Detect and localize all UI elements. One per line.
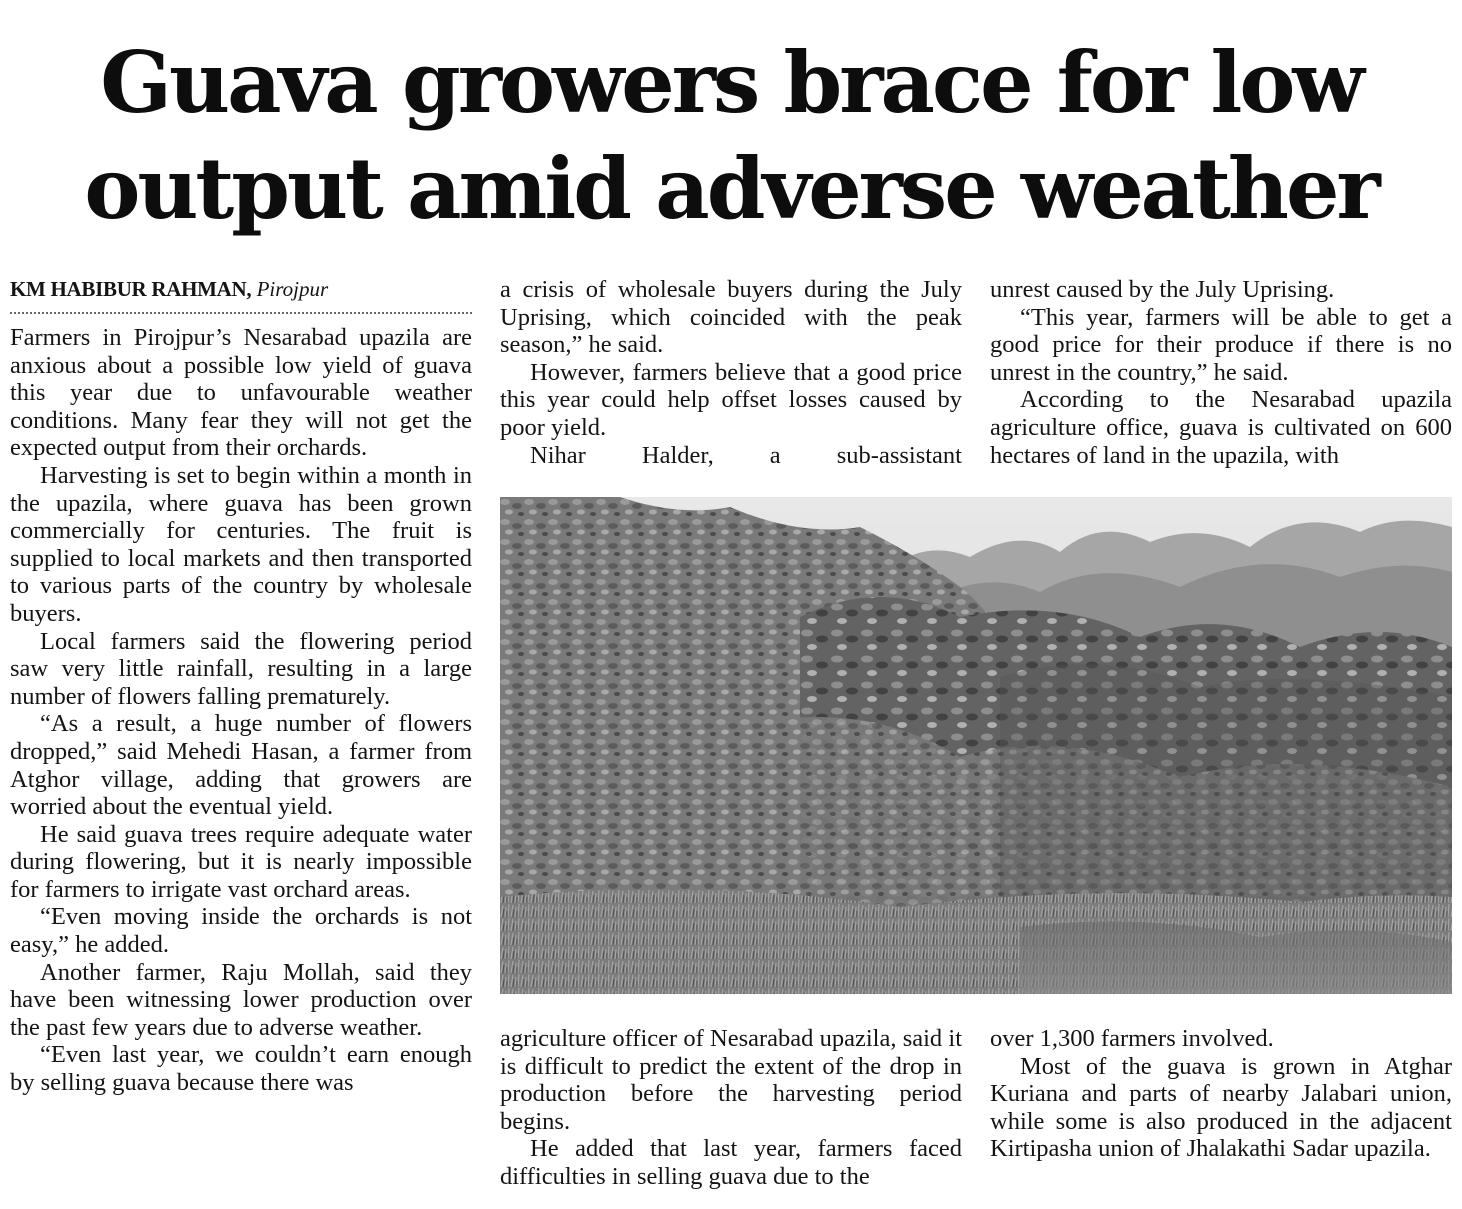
paragraph: agriculture officer of Nesarabad upazila, said it is difficult to predict the extent of the drop in production before the harvesting period begins. [500, 1025, 962, 1135]
headline [0, 30, 1462, 242]
paragraph: However, farmers believe that a good price this year could help offset losses caused by poor yield. [500, 358, 962, 441]
article-column-1 [10, 276, 472, 1097]
paragraph: He added that last year, farmers faced difficulties in selling guava due to the [500, 1135, 962, 1190]
guava-orchard-photo [500, 497, 1452, 994]
article-column-3-bottom [990, 1025, 1452, 1163]
byline-author: KM HABIBUR RAHMAN, [10, 277, 252, 301]
byline [10, 276, 472, 314]
article-column-2-top [500, 276, 962, 469]
paragraph: “This year, farmers will be able to get a good price for their produce if there is no unrest in the country,” he said. [990, 303, 1452, 386]
paragraph: According to the Nesarabad upazila agriculture office, guava is cultivated on 600 hectares of land in the upazila, with [990, 386, 1452, 469]
paragraph: Most of the guava is grown in Atghar Kuriana and parts of nearby Jalabari union, while some is also produced in the adjacent Kirtipasha union of Jhalakathi Sadar upazila. [990, 1052, 1452, 1163]
paragraph: a crisis of wholesale buyers during the July Uprising, which coincided with the peak season,” he said. [500, 276, 962, 359]
article-column-2-bottom [500, 1025, 962, 1191]
headline-line-2: output amid adverse weather [84, 139, 1378, 238]
headline-line-1: Guava growers brace for low [100, 33, 1362, 132]
paragraph: unrest caused by the July Uprising. [990, 276, 1335, 303]
article-column-3-top [990, 276, 1452, 469]
paragraph: “As a result, a huge number of flowers dropped,” said Mehedi Hasan, a farmer from Atghor village, adding that growers are worried about the eventual yield. [10, 710, 472, 821]
paragraph: Nihar Halder, a sub-assistant [530, 441, 962, 469]
paragraph: Harvesting is set to begin within a month in the upazila, where guava has been grown commercially for centuries. The fruit is supplied to local markets and then transported to various parts of the country by wholesale buyers. [10, 461, 472, 627]
paragraph: “Even moving inside the orchards is not easy,” he added. [10, 903, 472, 959]
byline-location: Pirojpur [256, 277, 329, 301]
paragraph: He said guava trees require adequate water during flowering, but it is nearly impossible for farmers to irrigate vast orchard areas. [10, 820, 472, 903]
paragraph: “Even last year, we couldn’t earn enough by selling guava because there was [10, 1041, 472, 1097]
paragraph: over 1,300 farmers involved. [990, 1025, 1274, 1052]
paragraph: Local farmers said the flowering period saw very little rainfall, resulting in a large number of flowers falling prematurely. [10, 627, 472, 710]
paragraph: Another farmer, Raju Mollah, said they have been witnessing lower production over the past few years due to adverse weather. [10, 958, 472, 1041]
paragraph: Farmers in Pirojpur’s Nesarabad upazila are anxious about a possible low yield of guava this year due to unfavourable weather conditions. Many fear they will not get the expected output from their orchards. [10, 324, 472, 462]
